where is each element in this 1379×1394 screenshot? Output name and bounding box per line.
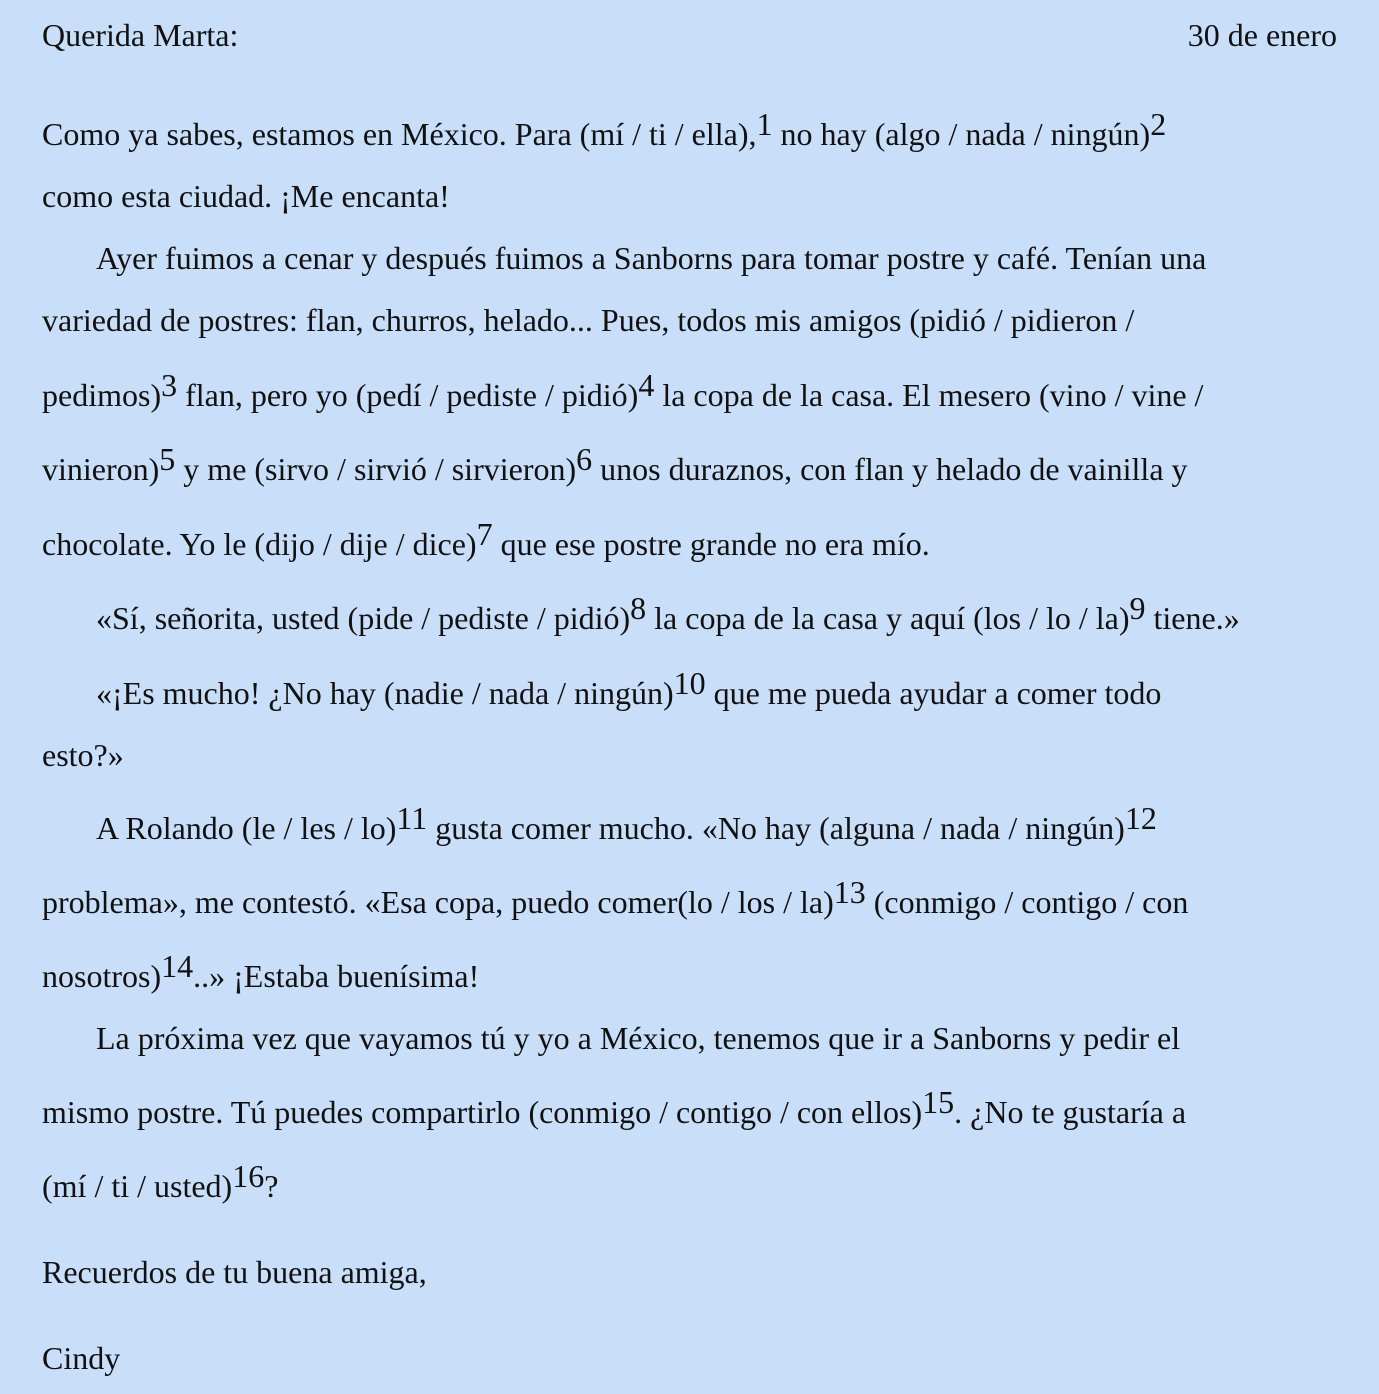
letter-date: 30 de enero [1187,17,1337,53]
item-number: 7 [476,516,493,552]
line-text: gusta comer mucho. «No hay (alguna / nada / ningún) [427,810,1125,846]
body-line [42,874,1189,920]
line-text: mismo postre. Tú puedes compartirlo (conmigo / contigo / con ellos) [42,1094,923,1130]
line-text: ? [264,1168,279,1204]
item-number: 1 [756,106,773,142]
item-number: 5 [159,441,176,477]
line-text: que me pueda ayudar a comer todo [705,675,1162,711]
line-text: y me (sirvo / sirvió / sirvieron) [175,451,577,487]
line-text: variedad de postres: flan, churros, helado... Pues, todos mis amigos (pidió / pidieron / [42,302,1135,338]
body-line [96,1020,1180,1056]
item-number: 16 [232,1158,265,1194]
line-text: unos duraznos, con flan y helado de vainilla y [592,451,1188,487]
line-text: no hay (algo / nada / ningún) [772,116,1151,152]
line-text: Ayer fuimos a cenar y después fuimos a Sanborns para tomar postre y café. Tenían una [96,240,1207,276]
line-text: (conmigo / contigo / con [865,884,1189,920]
item-number: 15 [922,1084,955,1120]
signature: Cindy [42,1340,121,1376]
line-text: chocolate. Yo le (dijo / dije / dice) [42,526,477,562]
line-text: A Rolando (le / les / lo) [96,810,397,846]
body-line [42,1158,279,1204]
line-text: pedimos) [42,377,162,413]
body-line [42,302,1134,338]
line-text: como esta ciudad. ¡Me encanta! [42,178,450,214]
line-text: tiene.» [1145,600,1240,636]
item-number: 12 [1124,800,1157,836]
greeting: Querida Marta: [42,17,239,53]
item-number: 2 [1150,106,1167,142]
body-line [96,590,1240,636]
line-text: flan, pero yo (pedí / pediste / pidió) [177,377,639,413]
item-number: 3 [161,367,178,403]
item-number: 6 [576,441,593,477]
body-line [96,665,1162,711]
line-text: (mí / ti / usted) [42,1168,233,1204]
line-text: vinieron) [42,451,160,487]
body-line [96,240,1206,276]
item-number: 14 [161,948,194,984]
line-text: «Sí, señorita, usted (pide / pediste / pidió) [96,600,631,636]
item-number: 10 [673,665,706,701]
body-line [42,441,1188,487]
closing: Recuerdos de tu buena amiga, [42,1254,427,1290]
item-number: 9 [1129,590,1146,626]
body-line [42,516,930,562]
line-text: «¡Es mucho! ¿No hay (nadie / nada / ningún) [96,675,674,711]
body-line [42,367,1204,413]
body-line [42,106,1167,152]
item-number: 11 [396,800,428,836]
line-text: ..» ¡Estaba buenísima! [193,958,480,994]
line-text: esto?» [42,737,124,773]
line-text: que ese postre grande no era mío. [492,526,930,562]
line-text: la copa de la casa y aquí (los / lo / la) [646,600,1130,636]
line-text: nosotros) [42,958,162,994]
line-text: La próxima vez que vayamos tú y yo a México, tenemos que ir a Sanborns y pedir el [96,1020,1181,1056]
line-text: Como ya sabes, estamos en México. Para (mí / ti / ella), [42,116,757,152]
body-line [42,737,124,773]
body-line [42,948,480,994]
line-text: problema», me contestó. «Esa copa, puedo comer(lo / los / la) [42,884,834,920]
body-line [42,1084,1187,1130]
body-line [42,178,450,214]
item-number: 4 [638,367,655,403]
item-number: 8 [630,590,647,626]
line-text: . ¿No te gustaría a [954,1094,1187,1130]
body-line [96,800,1157,846]
item-number: 13 [833,874,866,910]
line-text: la copa de la casa. El mesero (vino / vine / [654,377,1204,413]
